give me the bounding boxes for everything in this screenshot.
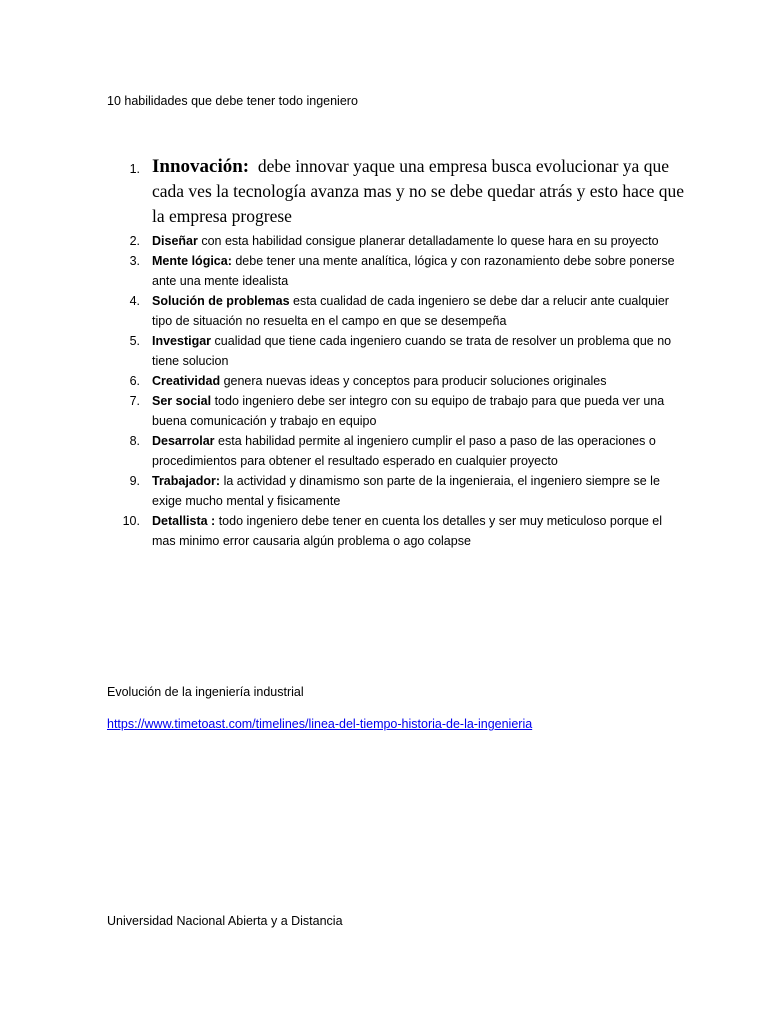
skill-title: Ser social [152, 394, 212, 408]
university-footer: Universidad Nacional Abierta y a Distancia [107, 914, 343, 928]
skill-number: 3. [129, 254, 140, 268]
skill-description: esta cualidad de cada ingeniero se debe dar a relucir ante cualquier tipo de situación no resuelta en el campo en que se desempeña [152, 294, 669, 328]
skill-description: esta habilidad permite al ingeniero cumplir el paso a paso de las operaciones o procedimientos para obtener el resultado esperado en cualquier proyecto [152, 434, 656, 468]
skill-item-investigar [108, 331, 688, 371]
skill-description: debe innovar yaque una empresa busca evolucionar ya que cada ves la tecnología avanza mas y no se debe quedar atrás y esto hace que la empresa progrese [152, 156, 685, 226]
skill-description: la actividad y dinamismo son parte de la ingenieraia, el ingeniero siempre se le exige mucho mental y fisicamente [152, 474, 660, 508]
skill-title: Diseñar [152, 234, 198, 248]
skill-number: 5. [129, 334, 140, 348]
skill-description: cualidad que tiene cada ingeniero cuando se trata de resolver un problema que no tiene solucion [152, 334, 672, 368]
skill-item-solucion-de-problemas [108, 291, 688, 331]
timeline-link[interactable]: https://www.timetoast.com/timelines/linea-del-tiempo-historia-de-la-ingenieria [107, 717, 533, 731]
skill-title: Trabajador: [152, 474, 221, 488]
skill-description: con esta habilidad consigue planerar detalladamente lo quese hara en su proyecto [201, 234, 659, 248]
skill-number: 7. [129, 394, 140, 408]
skill-number: 10. [122, 514, 140, 528]
skill-description: genera nuevas ideas y conceptos para producir soluciones originales [223, 374, 607, 388]
skill-title: Innovación: [152, 156, 250, 177]
skill-description: todo ingeniero debe ser integro con su equipo de trabajo para que pueda ver una buena comunicación y trabajo en equipo [152, 394, 665, 428]
skill-item-ser-social [108, 391, 688, 431]
skill-title: Desarrolar [152, 434, 215, 448]
skill-number: 4. [129, 294, 140, 308]
skill-item-disenar [108, 231, 688, 251]
skill-title: Investigar [152, 334, 212, 348]
document-heading: 10 habilidades que debe tener todo ingeniero [107, 94, 358, 108]
skill-item-mente-logica [108, 251, 688, 291]
skill-item-creatividad [108, 371, 688, 391]
skill-title: Solución de problemas [152, 294, 290, 308]
skill-number: 8. [129, 434, 140, 448]
skill-number: 1. [129, 162, 140, 176]
skills-list [108, 154, 688, 551]
skill-number: 6. [129, 374, 140, 388]
skill-item-desarrolar [108, 431, 688, 471]
skill-title: Creatividad [152, 374, 221, 388]
section-title: Evolución de la ingeniería industrial [107, 685, 304, 699]
skill-number: 2. [129, 234, 140, 248]
skill-description: debe tener una mente analítica, lógica y con razonamiento debe sobre ponerse ante una mente idealista [152, 254, 675, 288]
skill-number: 9. [129, 474, 140, 488]
skill-item-innovacion [108, 154, 688, 229]
skill-title: Detallista : [152, 514, 216, 528]
skill-description: todo ingeniero debe tener en cuenta los detalles y ser muy meticuloso porque el mas minimo error causaria algún problema o ago colapse [152, 514, 663, 548]
skill-item-detallista [108, 511, 688, 551]
skill-title: Mente lógica: [152, 254, 232, 268]
skill-item-trabajador [108, 471, 688, 511]
